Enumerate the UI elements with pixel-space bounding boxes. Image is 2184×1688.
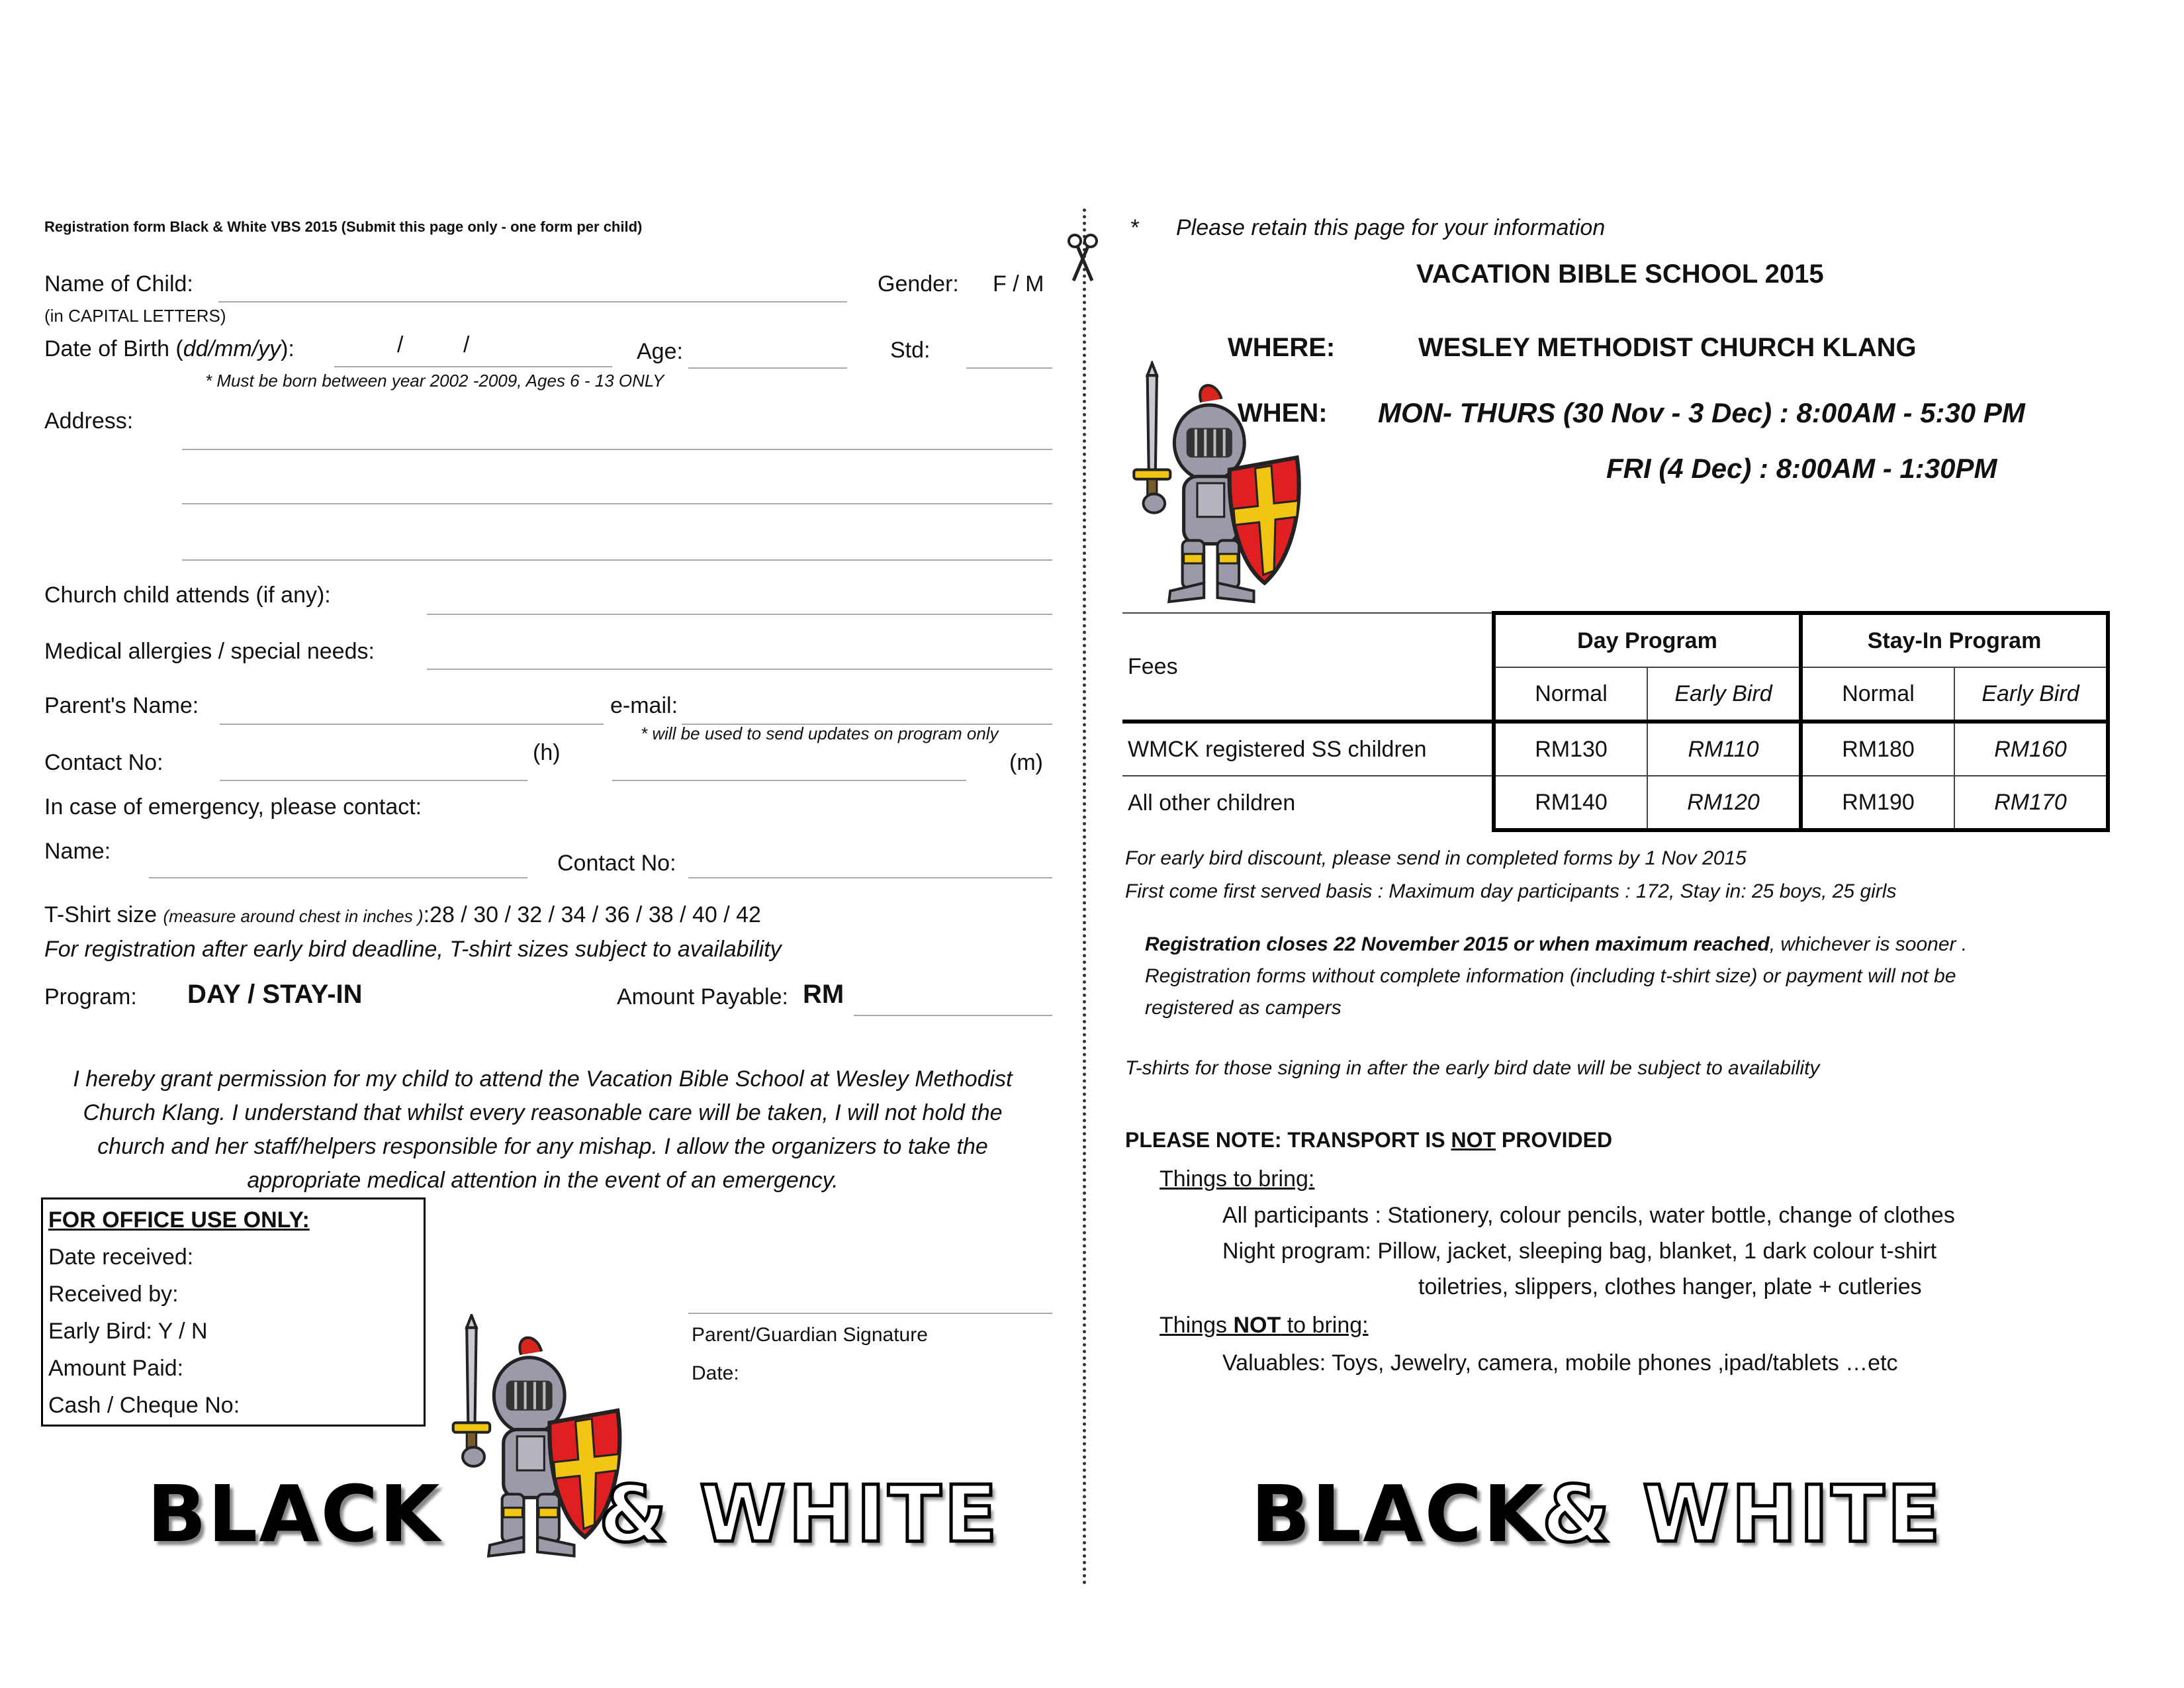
day-early-price: RM110 [1647, 722, 1801, 776]
stay-normal-price: RM180 [1801, 722, 1954, 776]
row-label: All other children [1122, 776, 1494, 830]
where-value: WESLEY METHODIST CHURCH KLANG [1418, 333, 1917, 362]
retain-note: Please retain this page for your information [1176, 215, 1606, 240]
logo-black-text-right: BLACK [1251, 1468, 1545, 1560]
parent-name-label: Parent's Name: [44, 693, 199, 718]
day-early-price: RM120 [1647, 776, 1801, 830]
office-received-by: Received by: [48, 1282, 179, 1307]
all-participants-items: All participants : Stationery, colour pencils, water bottle, change of clothes [1222, 1203, 1955, 1228]
emergency-contact-label: Contact No: [557, 851, 676, 876]
address-label: Address: [44, 408, 134, 434]
transport-note: PLEASE NOTE: TRANSPORT IS NOT PROVIDED [1125, 1128, 1613, 1152]
table-row [1122, 776, 2108, 830]
logo-white-text-left: & WHITE [599, 1468, 1000, 1560]
dob-label: Date of Birth (dd/mm/yy): [44, 336, 295, 361]
emergency-name-label: Name: [44, 839, 111, 864]
logo-white-text-right: & WHITE [1542, 1468, 1943, 1560]
where-label: WHERE: [1228, 333, 1336, 362]
consent-text: I hereby grant permission for my child to attend the Vacation Bible School at Wesley Methodist Church Klang. I understand that whilst every reasonable care will be taken, I will not hold the church and her staff/helpers responsible for any mishap. I allow the organizers to take the appropriate medical attention in the event of an emergency. [73, 1066, 1013, 1193]
night-program-items: Night program: Pillow, jacket, sleeping bag, blanket, 1 dark colour t-shirt [1222, 1239, 1937, 1264]
parent-name-field[interactable] [220, 724, 604, 725]
office-date-received: Date received: [48, 1244, 194, 1270]
signature-label: Parent/Guardian Signature [692, 1324, 928, 1346]
home-suffix: (h) [533, 740, 561, 765]
amount-field[interactable] [854, 1015, 1052, 1016]
contact-mobile-field[interactable] [612, 780, 966, 781]
when-line-2: FRI (4 Dec) : 8:00AM - 1:30PM [1606, 453, 1997, 484]
address-line-2[interactable] [182, 503, 1052, 504]
stay-program-header: Stay-In Program [1801, 613, 2108, 667]
child-name-note: (in CAPITAL LETTERS) [44, 306, 226, 326]
amount-label: Amount Payable: [617, 984, 788, 1009]
email-label: e-mail: [610, 693, 678, 718]
age-label: Age: [637, 339, 683, 364]
program-options[interactable]: DAY / STAY-IN [187, 980, 363, 1009]
child-name-label: Name of Child: [44, 271, 193, 297]
emergency-contact-field[interactable] [688, 877, 1052, 878]
stay-early-header: Early Bird [1954, 667, 2108, 722]
church-label: Church child attends (if any): [44, 583, 331, 608]
mobile-suffix: (m) [1009, 750, 1043, 775]
day-program-header: Day Program [1494, 613, 1801, 667]
contact-home-field[interactable] [220, 780, 527, 781]
stay-normal-header: Normal [1801, 667, 1954, 722]
scissors-icon [1066, 233, 1100, 285]
day-normal-price: RM130 [1494, 722, 1647, 776]
fees-table [1122, 611, 2110, 832]
cut-line-divider [1083, 209, 1086, 1585]
church-field[interactable] [427, 614, 1052, 615]
signature-date-label: Date: [692, 1362, 739, 1384]
early-bird-note: For early bird discount, please send in completed forms by 1 Nov 2015 [1125, 847, 1747, 869]
tshirt-availability-note: T-shirts for those signing in after the early bird date will be subject to availability [1125, 1057, 1820, 1079]
when-line-1: MON- THURS (30 Nov - 3 Dec) : 8:00AM - 5:30 PM [1378, 397, 2025, 428]
logo-black-text-left: BLACK [147, 1468, 441, 1560]
day-normal-header: Normal [1494, 667, 1647, 722]
stay-early-price: RM160 [1954, 722, 2108, 776]
contact-label: Contact No: [44, 750, 163, 775]
office-cash-cheque: Cash / Cheque No: [48, 1393, 240, 1418]
dob-note: * Must be born between year 2002 -2009, Ages 6 - 13 ONLY [205, 371, 664, 391]
gender-options[interactable]: F / M [993, 271, 1044, 297]
std-label: Std: [890, 338, 931, 363]
tshirt-deadline-note: For registration after early bird deadline, T-shirt sizes subject to availability [44, 937, 782, 962]
address-line-3[interactable] [182, 559, 1052, 561]
registration-forms-note-1: Registration forms without complete information (including t-shirt size) or payment will not be [1145, 965, 1956, 987]
registration-forms-note-2: registered as campers [1145, 997, 1342, 1019]
gender-label: Gender: [878, 271, 959, 297]
emergency-label: In case of emergency, please contact: [44, 794, 422, 820]
office-early-bird: Early Bird: Y / N [48, 1319, 208, 1344]
signature-line[interactable] [688, 1313, 1052, 1314]
dob-slash-2: / [463, 332, 470, 357]
medical-field[interactable] [427, 669, 1052, 670]
program-label: Program: [44, 984, 137, 1009]
retain-star: * [1130, 215, 1139, 240]
dob-slash-1: / [397, 332, 404, 357]
office-use-box [41, 1197, 426, 1427]
things-not-to-bring-heading: Things NOT to bring: [1160, 1313, 1369, 1338]
registration-closes: Registration closes 22 November 2015 or when maximum reached, whichever is sooner . [1145, 933, 1968, 955]
address-line-1[interactable] [182, 449, 1052, 450]
std-field[interactable] [966, 367, 1052, 369]
night-program-items-2: toiletries, slippers, clothes hanger, plate + cutleries [1418, 1274, 1922, 1299]
child-name-field[interactable] [218, 301, 847, 303]
table-row [1122, 722, 2108, 776]
dob-field[interactable] [334, 366, 612, 367]
capacity-note: First come first served basis : Maximum day participants : 172, Stay in: 25 boys, 25 girls [1125, 880, 1897, 902]
form-header: Registration form Black & White VBS 2015 (Submit this page only - one form per child) [44, 218, 643, 235]
stay-normal-price: RM190 [1801, 776, 1954, 830]
things-to-bring-heading: Things to bring: [1160, 1166, 1315, 1192]
row-label: WMCK registered SS children [1122, 722, 1494, 776]
office-title: FOR OFFICE USE ONLY: [48, 1207, 310, 1233]
fees-header-cell: Fees [1122, 613, 1494, 722]
medical-label: Medical allergies / special needs: [44, 639, 375, 664]
valuables-items: Valuables: Toys, Jewelry, camera, mobile phones ,ipad/tablets …etc [1222, 1350, 1898, 1376]
stay-early-price: RM170 [1954, 776, 2108, 830]
when-label: WHEN: [1238, 399, 1328, 428]
vbs-title: VACATION BIBLE SCHOOL 2015 [1416, 259, 1824, 289]
day-early-header: Early Bird [1647, 667, 1801, 722]
day-normal-price: RM140 [1494, 776, 1647, 830]
tshirt-size-row: T-Shirt size (measure around chest in inches ):28 / 30 / 32 / 34 / 36 / 38 / 40 / 42 [44, 902, 761, 927]
office-amount-paid: Amount Paid: [48, 1356, 184, 1381]
age-field[interactable] [688, 367, 847, 369]
email-note: * will be used to send updates on program only [641, 724, 999, 743]
amount-currency: RM [803, 980, 844, 1009]
emergency-name-field[interactable] [149, 877, 527, 878]
